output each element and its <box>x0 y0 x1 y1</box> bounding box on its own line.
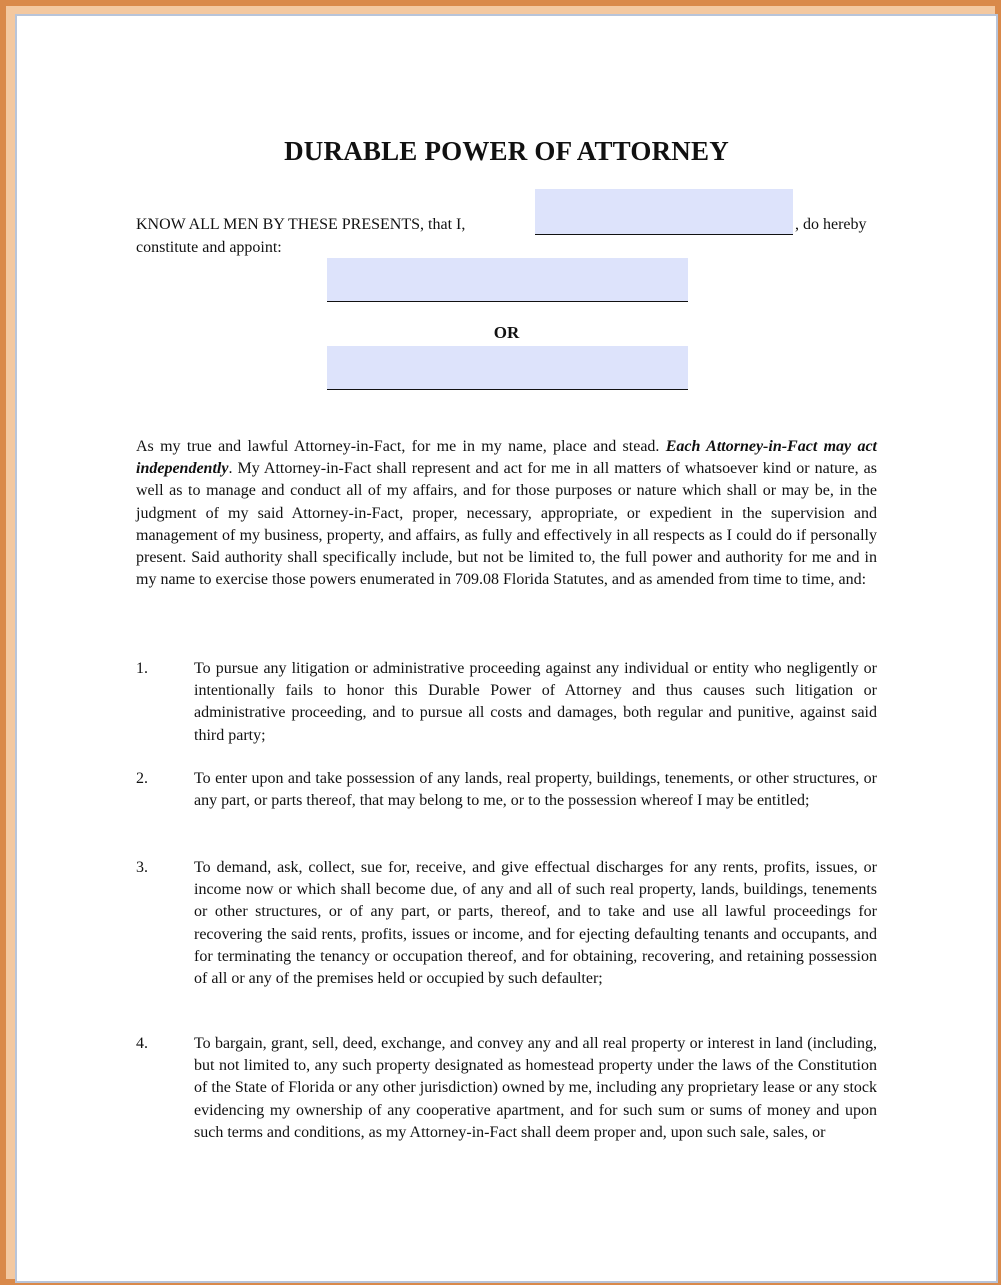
list-item-number: 3. <box>136 859 148 876</box>
or-label: OR <box>493 323 520 342</box>
list-item-number: 4. <box>136 1035 148 1052</box>
body-paragraph <box>136 436 877 591</box>
body-rest: . My Attorney-in-Fact shall represent and act for me in all matters of whatsoever kind or nature, as well as to manage and conduct all of my affairs, and for those purposes or nature which shall or may be, in the judgment of my said Attorney-in-Fact, proper, necessary, appropriate, or expedient in the supervision and management of my business, property, and affairs, as fully and effectively in all respects as I could do if personally present. Said authority shall specifically include, but not be limited to, the full power and authority for me and in my name to exercise those powers enumerated in 709.08 Florida Statutes, and as amended from time to time, and: <box>136 460 877 589</box>
intro-prefix: KNOW ALL MEN BY THESE PRESENTS, that I, <box>136 216 466 233</box>
document-page <box>15 14 998 1283</box>
principal-name-field[interactable] <box>535 189 793 235</box>
list-item-text: To enter upon and take possession of any lands, real property, buildings, tenements, or other structures, or any part, or parts thereof, that may belong to me, or to the possession whereof I may be entitled; <box>194 770 877 810</box>
body-lead: As my true and lawful Attorney-in-Fact, for me in my name, place and stead. <box>136 438 666 455</box>
list-item-text: To bargain, grant, sell, deed, exchange, and convey any and all real property or interest in land (including, but not limited to, any such property designated as homestead property under the laws of the Constitution of the State of Florida or any other jurisdiction) owned by me, including any proprietary lease or any stock evidencing my ownership of any cooperative apartment, and for such sum or sums of money and upon such terms and conditions, as my Attorney-in-Fact shall deem proper and, upon such sale, sales, or <box>194 1035 877 1141</box>
list-item-number: 2. <box>136 770 148 787</box>
list-item-text: To pursue any litigation or administrative proceeding against any individual or entity who negligently or intentionally fails to honor this Durable Power of Attorney and thus causes such litigation or administrative proceeding, and to pursue all costs and damages, both regular and punitive, against said third party; <box>194 660 877 744</box>
attorney-name-field-1[interactable] <box>327 258 688 302</box>
intro-line-2: constitute and appoint: <box>136 239 282 256</box>
attorney-name-field-2[interactable] <box>327 346 688 390</box>
page-content <box>17 16 996 1281</box>
intro-suffix: , do hereby <box>795 216 867 233</box>
list-item-number: 1. <box>136 660 148 677</box>
body-emphasis: Each Attorney-in-Fact may act independently <box>136 438 878 478</box>
document-title: DURABLE POWER OF ATTORNEY <box>284 136 729 166</box>
list-item-text: To demand, ask, collect, sue for, receive, and give effectual discharges for any rents, profits, issues, or income now or which shall become due, of any and all of such real property, lands, buildings, tenements or other structures, or of any part, or parts, thereof, and to take and use all lawful proceedings for recovering the said rents, profits, issues or income, and for ejecting defaulting tenants and occupants, and for terminating the tenancy or occupation thereof, and for obtaining, recovering, and retaining possession of all or any of the premises held or occupied by such defaulter; <box>194 859 877 988</box>
